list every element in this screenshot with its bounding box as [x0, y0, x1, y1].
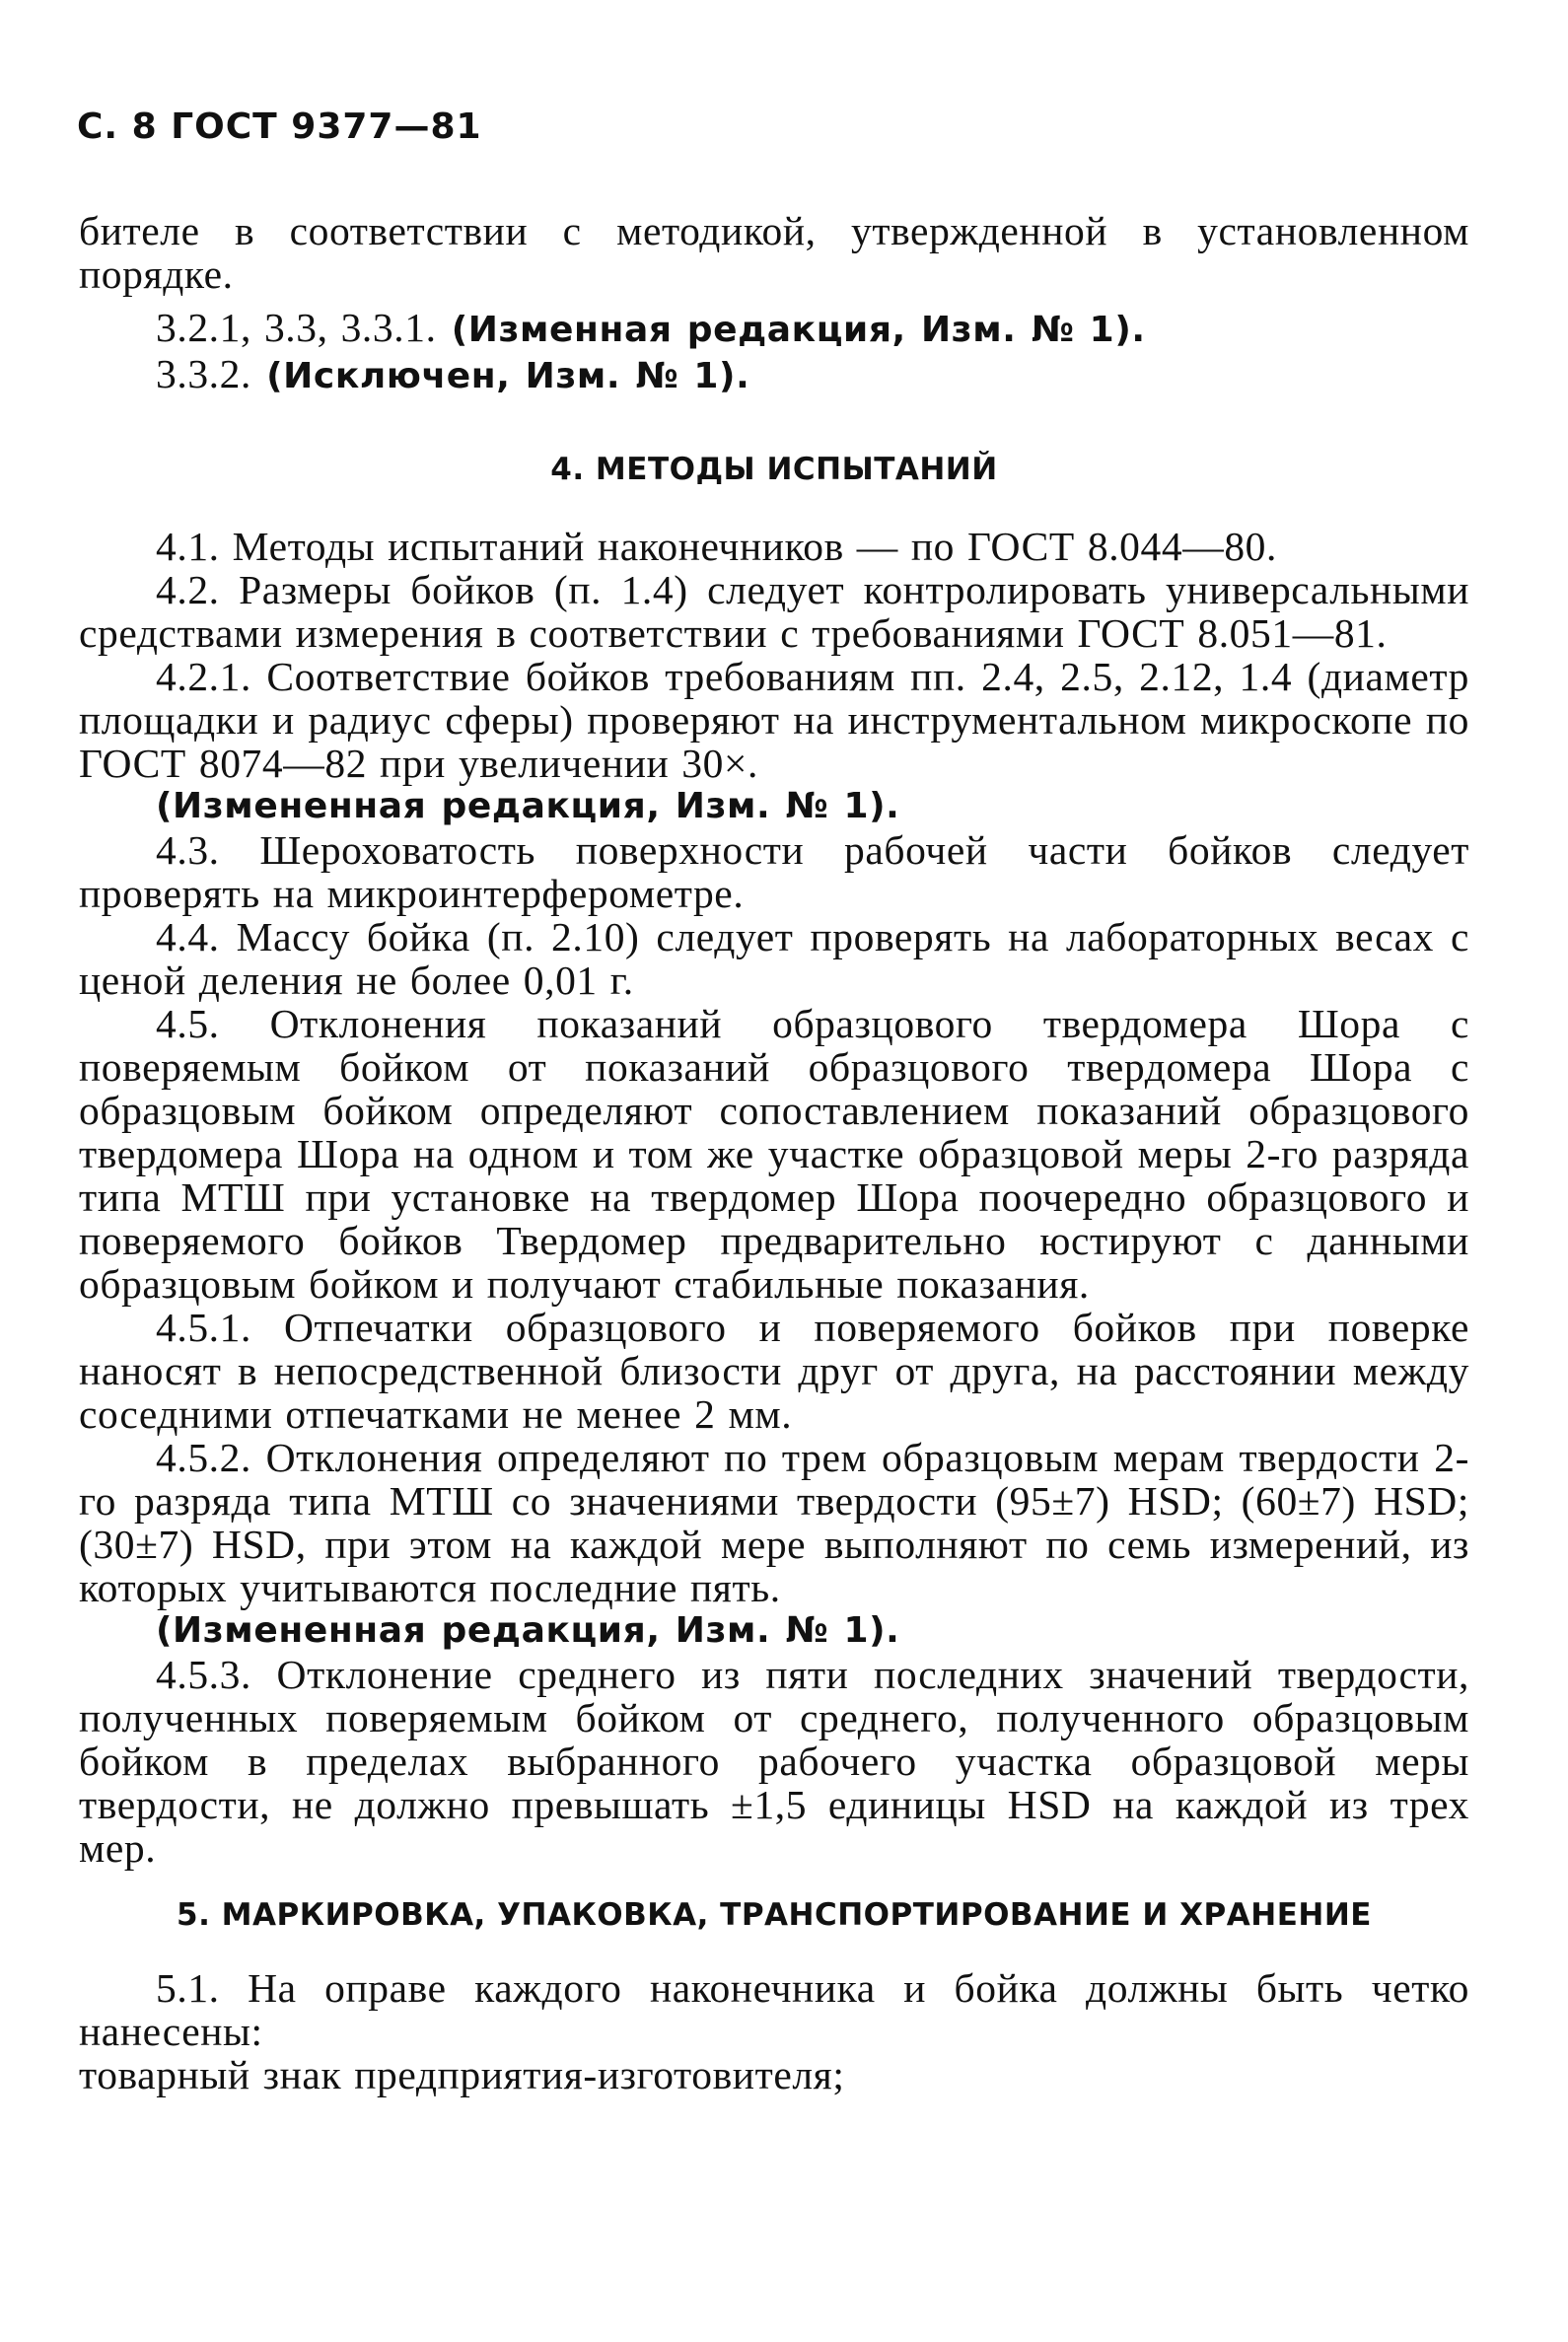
- paragraph-4-4: 4.4. Массу бойка (п. 2.10) следует проверять на лабораторных весах с ценой деления не более 0,01 г.: [79, 914, 1469, 1003]
- paragraph-4-2: 4.2. Размеры бойков (п. 1.4) следует контролировать универсальными средствами измерения в соответствии с требованиями ГОСТ 8.051—81.: [79, 567, 1469, 656]
- section-4-heading: 4. МЕТОДЫ ИСПЫТАНИЙ: [550, 452, 998, 487]
- section-5-heading: 5. МАРКИРОВКА, УПАКОВКА, ТРАНСПОРТИРОВАНИЕ И ХРАНЕНИЕ: [177, 1897, 1372, 1933]
- continuation-paragraph: бителе в соответствии с методикой, утвержденной в установленном порядке.: [79, 208, 1469, 297]
- list-item: товарный знак предприятия-изготовителя;: [79, 2052, 845, 2097]
- paragraph-4-5-3: 4.5.3. Отклонение среднего из пяти последних значений твердости, полученных поверяемым бойком от среднего, полученного образцовым бойком в пределах выбранного рабочего участка образцовой меры твердости, не должно превышать ±1,5 единицы HSD на каждой из трех мер.: [79, 1652, 1469, 1871]
- note-4-2-1: (Измененная редакция, Изм. № 1).: [156, 786, 900, 826]
- note-3-2-1-text: (Изменная редакция, Изм. № 1).: [451, 310, 1146, 350]
- paragraph-4-2-1: 4.2.1. Соответствие бойков требованиям пп. 2.4, 2.5, 2.12, 1.4 (диаметр площадки и радиус сферы) проверяют на инструментальном микроскопе по ГОСТ 8074—82 при увеличении 30×.: [79, 654, 1469, 786]
- paragraph-4-5-2: 4.5.2. Отклонения определяют по трем образцовым мерам твердости 2-го разряда типа МТШ со значениями твердости (95±7) HSD; (60±7) HSD; (30±7) HSD, при этом на каждой мере выполняют по семь измерений, из которых учитываются последние пять.: [79, 1435, 1469, 1610]
- note-3-3-2: [79, 352, 1469, 398]
- paragraph-4-5: 4.5. Отклонения показаний образцового твердомера Шора с поверяемым бойком от показаний образцового твердомера Шора с образцовым бойком определяют сопоставлением показаний образцового твердомера Шора на одном и том же участке образцовой меры 2-го разряда типа МТШ при установке на твердомер Шора поочередно образцового и поверяемого бойков Твердомер предварительно юстируют с данными образцовым бойком и получают стабильные показания.: [79, 1001, 1469, 1307]
- paragraph-4-5-1: 4.5.1. Отпечатки образцового и поверяемого бойков при поверке наносят в непосредственной близости друг от друга, на расстоянии между соседними отпечатками не менее 2 мм.: [79, 1305, 1469, 1437]
- note-3-3-2-text: (Исключен, Изм. № 1).: [266, 356, 750, 396]
- note-3-2-1-number: 3.2.1, 3.3, 3.3.1.: [156, 305, 437, 350]
- note-3-3-2-number: 3.3.2.: [156, 351, 251, 396]
- note-4-5-2: (Измененная редакция, Изм. № 1).: [156, 1610, 900, 1651]
- page-body: [79, 209, 1469, 2096]
- paragraph-5-1: 5.1. На оправе каждого наконечника и бойка должны быть четко нанесены:: [79, 1965, 1469, 2054]
- paragraph-4-1: 4.1. Методы испытаний наконечников — по ГОСТ 8.044—80.: [156, 524, 1277, 569]
- paragraph-4-3: 4.3. Шероховатость поверхности рабочей части бойков следует проверять на микроинтерферометре.: [79, 827, 1469, 916]
- page-header: С. 8 ГОСТ 9377—81: [77, 106, 482, 147]
- note-3-2-1: [79, 306, 1469, 352]
